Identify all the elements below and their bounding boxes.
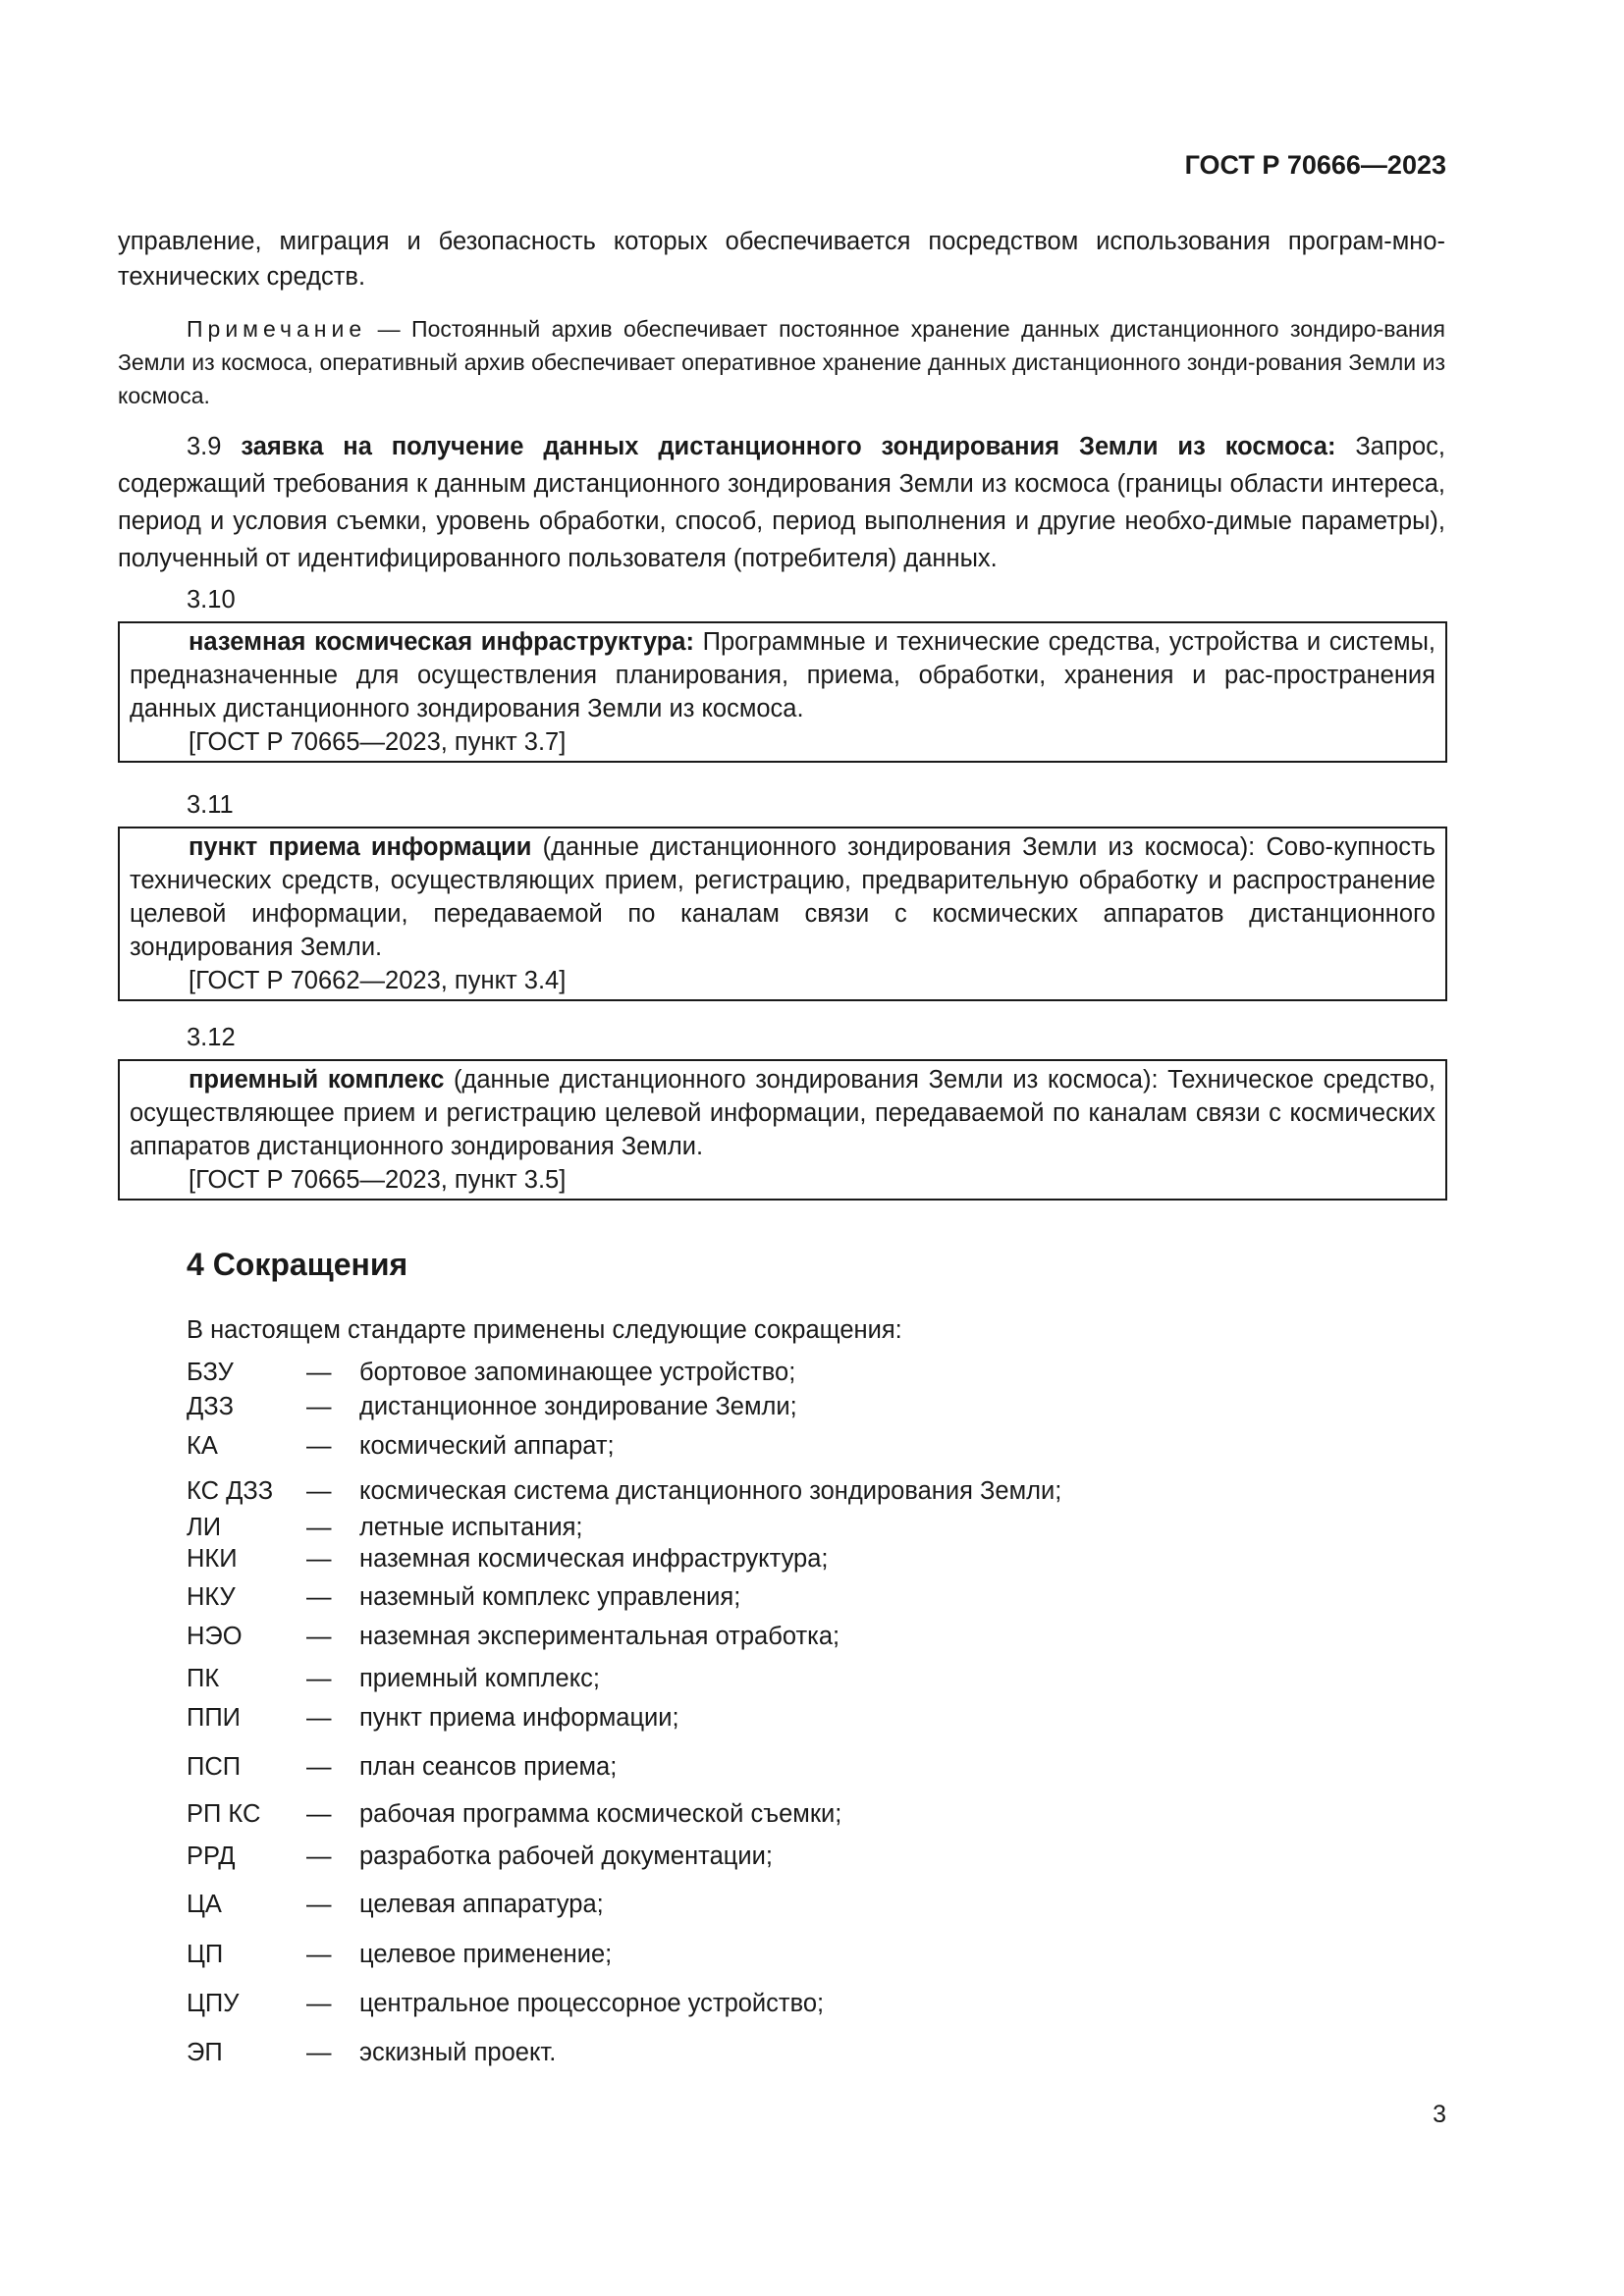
abbreviation-meaning: пункт приема информации; bbox=[359, 1704, 679, 1732]
term-box-3-11 bbox=[118, 827, 1447, 1001]
abbreviation-dash: — bbox=[306, 1623, 332, 1650]
abbreviation-dash: — bbox=[306, 1393, 332, 1420]
term-number-3-12: 3.12 bbox=[187, 1024, 236, 1051]
abbreviation: ПСП bbox=[187, 1753, 242, 1781]
document-code: ГОСТ Р 70666—2023 bbox=[1184, 150, 1446, 180]
abbreviation-row bbox=[187, 1428, 1365, 1464]
abbreviation-meaning: эскизный проект. bbox=[359, 2039, 557, 2066]
abbreviation: ЦП bbox=[187, 1941, 224, 1968]
abbreviation-dash: — bbox=[306, 1704, 332, 1732]
abbreviation: БЗУ bbox=[187, 1359, 234, 1386]
abbreviation-row bbox=[187, 1796, 1365, 1832]
abbreviation-dash: — bbox=[306, 1477, 332, 1505]
term-number-3-11: 3.11 bbox=[187, 791, 234, 819]
term-source: [ГОСТ Р 70665—2023, пункт 3.5] bbox=[189, 1166, 567, 1194]
abbreviation-meaning: центральное процессорное устройство; bbox=[359, 1990, 825, 2017]
abbreviation-meaning: целевая аппаратура; bbox=[359, 1891, 604, 1918]
term-definition bbox=[130, 625, 1435, 725]
abbreviation-dash: — bbox=[306, 2039, 332, 2066]
abbreviation: ППИ bbox=[187, 1704, 241, 1732]
abbreviation-row bbox=[187, 1619, 1365, 1654]
abbreviation-row bbox=[187, 1389, 1365, 1424]
abbreviation-meaning: целевое применение; bbox=[359, 1941, 613, 1968]
term-name: наземная космическая инфраструктура: bbox=[189, 628, 694, 656]
abbreviation-row bbox=[187, 1749, 1365, 1785]
paragraph-continuation: управление, миграция и безопасность которых обеспечивается посредством использования програм-мно-технических средств. bbox=[118, 228, 1445, 291]
term-source: [ГОСТ Р 70665—2023, пункт 3.7] bbox=[189, 728, 567, 756]
abbreviation-dash: — bbox=[306, 1432, 332, 1460]
abbreviation-row bbox=[187, 1579, 1365, 1615]
abbreviation-dash: — bbox=[306, 1359, 332, 1386]
term-source: [ГОСТ Р 70662—2023, пункт 3.4] bbox=[189, 967, 567, 994]
term-name: приемный комплекс bbox=[189, 1066, 445, 1094]
term-number-3-10: 3.10 bbox=[187, 586, 236, 614]
term-box-3-10 bbox=[118, 621, 1447, 763]
abbreviation-row bbox=[187, 1541, 1365, 1576]
term-name: заявка на получение данных дистанционного зондирования Земли из космоса: bbox=[241, 433, 1336, 460]
abbreviation-meaning: разработка рабочей документации; bbox=[359, 1842, 773, 1870]
abbreviation-meaning: наземный комплекс управления; bbox=[359, 1583, 741, 1611]
abbreviation-dash: — bbox=[306, 1514, 332, 1541]
abbreviation-dash: — bbox=[306, 1891, 332, 1918]
abbreviation-row bbox=[187, 1661, 1365, 1696]
note-text: — Постоянный архив обеспечивает постоянное хранение данных дистанционного зондиро-вания Земли из космоса, оперативный архив обеспечивает оперативное хранение данных дистанционного зонди-рования Земли из космоса. bbox=[118, 316, 1445, 408]
term-text: (данные дистанционного зондирования Земли из космоса): Сово-купность технических средств, осуществляющих прием, регистрацию, предварительную обработку и распространение целевой информации, передаваемой по каналам связи с космических аппаратов дистанционного зондирования Земли. bbox=[130, 833, 1435, 961]
abbreviation: РРД bbox=[187, 1842, 236, 1870]
term-box-3-12 bbox=[118, 1059, 1447, 1201]
abbreviation-dash: — bbox=[306, 1941, 332, 1968]
abbreviation: НЭО bbox=[187, 1623, 243, 1650]
abbreviation-dash: — bbox=[306, 1545, 332, 1573]
abbreviation-dash: — bbox=[306, 1800, 332, 1828]
abbreviation-row bbox=[187, 1473, 1365, 1509]
abbreviation: КС ДЗЗ bbox=[187, 1477, 274, 1505]
term-3-9 bbox=[118, 428, 1445, 577]
abbreviation: ЦА bbox=[187, 1891, 222, 1918]
abbreviation-dash: — bbox=[306, 1753, 332, 1781]
term-text: Программные и технические средства, устройства и системы, предназначенные для осуществления планирования, приема, обработки, хранения и рас-пространения данных дистанционного зондирования Земли из космоса. bbox=[130, 628, 1436, 722]
abbreviation: КА bbox=[187, 1432, 218, 1460]
abbreviation-meaning: рабочая программа космической съемки; bbox=[359, 1800, 842, 1828]
abbreviation-meaning: космический аппарат; bbox=[359, 1432, 615, 1460]
abbreviation-row bbox=[187, 1887, 1365, 1922]
abbreviation: НКИ bbox=[187, 1545, 238, 1573]
abbreviation: ПК bbox=[187, 1665, 220, 1692]
term-text: (данные дистанционного зондирования Земли из космоса): Техническое средство, осуществляющее прием и регистрацию целевой информации, передаваемой по каналам связи с космических аппаратов дистанционного зондирования Земли. bbox=[130, 1066, 1435, 1160]
abbreviation-dash: — bbox=[306, 1842, 332, 1870]
abbreviation-row bbox=[187, 1839, 1365, 1874]
abbreviation-meaning: дистанционное зондирование Земли; bbox=[359, 1393, 797, 1420]
abbreviation-meaning: приемный комплекс; bbox=[359, 1665, 600, 1692]
abbreviation-row bbox=[187, 1986, 1365, 2021]
note bbox=[118, 312, 1445, 412]
abbreviation-row bbox=[187, 1937, 1365, 1972]
abbreviation-meaning: наземная экспериментальная отработка; bbox=[359, 1623, 840, 1650]
abbreviation-meaning: наземная космическая инфраструктура; bbox=[359, 1545, 829, 1573]
abbreviation: ЦПУ bbox=[187, 1990, 240, 2017]
abbreviation: ЛИ bbox=[187, 1514, 222, 1541]
abbreviation: ДЗЗ bbox=[187, 1393, 235, 1420]
abbreviation: НКУ bbox=[187, 1583, 236, 1611]
abbreviation-row bbox=[187, 1700, 1365, 1735]
page-number: 3 bbox=[1433, 2101, 1446, 2128]
term-definition: Запрос, содержащий требования к данным дистанционного зондирования Земли из космоса (границы области интереса, период и условия съемки, уровень обработки, способ, период выполнения и другие необхо-димые параметры), полученный от идентифицированного пользователя (потребителя) данных. bbox=[118, 433, 1445, 572]
abbreviation: РП КС bbox=[187, 1800, 261, 1828]
term-definition bbox=[130, 830, 1435, 964]
abbreviation: ЭП bbox=[187, 2039, 223, 2066]
term-definition bbox=[130, 1063, 1435, 1163]
abbreviation-dash: — bbox=[306, 1583, 332, 1611]
abbreviation-row bbox=[187, 1510, 1365, 1545]
term-name: пункт приема информации bbox=[189, 833, 532, 861]
abbreviation-row bbox=[187, 2035, 1365, 2070]
abbreviation-row bbox=[187, 1355, 1365, 1390]
note-label: Примечание bbox=[187, 316, 367, 342]
abbreviation-meaning: космическая система дистанционного зондирования Земли; bbox=[359, 1477, 1062, 1505]
section-intro: В настоящем стандарте применены следующие сокращения: bbox=[187, 1316, 902, 1344]
abbreviation-meaning: летные испытания; bbox=[359, 1514, 583, 1541]
abbreviation-dash: — bbox=[306, 1665, 332, 1692]
section-title: 4 Сокращения bbox=[187, 1247, 408, 1282]
abbreviation-meaning: план сеансов приема; bbox=[359, 1753, 618, 1781]
abbreviation-meaning: бортовое запоминающее устройство; bbox=[359, 1359, 796, 1386]
term-number: 3.9 bbox=[187, 433, 242, 460]
abbreviation-dash: — bbox=[306, 1990, 332, 2017]
